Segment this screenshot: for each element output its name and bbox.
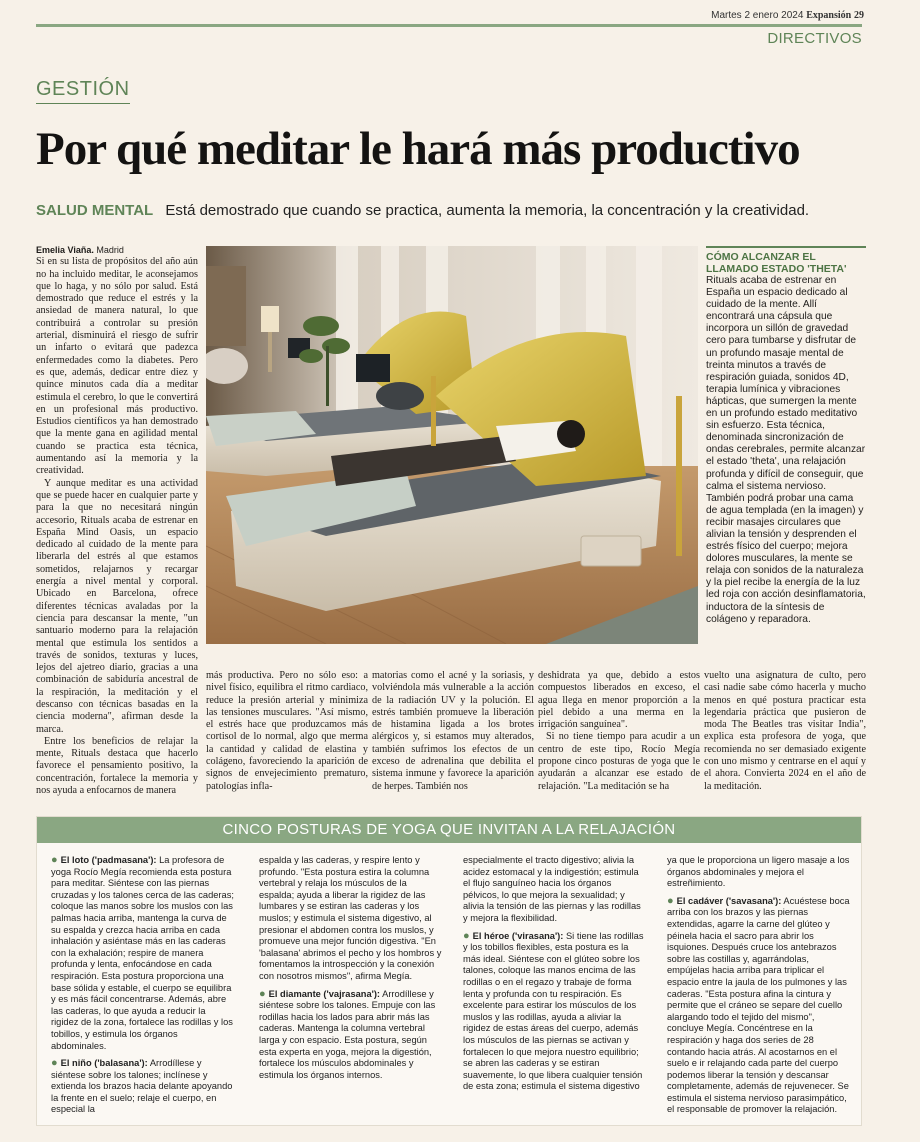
page-header-date	[711, 10, 864, 21]
posture-text-continued: espalda y las caderas, y respire lento y profundo. "Esta postura estira la columna vertebral y relaja los músculos de la espalda; ayuda a liberar la rigidez de las lumbares y se estiran las caderas y los muslos; y estimula el sistema digestivo, al presionar el abdomen contra los muslos, y promueve una mejor función digestiva. "En 'balasana' abrimos el pecho y los hombros y fomentamos la introspección y la conexión con nosotros mismos", afirma Megía.	[259, 855, 442, 981]
posture-text: La profesora de yoga Rocío Megía recomienda esta postura para meditar. Siéntese con las piernas cruzadas y los talones cerca de las caderas; coloque las manos sobre los muslos con las palmas hacia arriba, mantenga la curva de su espalda y crezca hacia arriba en cada inhalación y asiéntase más en las caderas con la exhalación; respire de manera profunda y lenta, enfocándose en cada respiración. Esta postura proporciona una base sólida y estable, el cuerpo se equilibra y es más fácil concentrarse. Además, abre las caderas, lo que ayuda a reducir la rigidez de la zona, fortalece las rodillas y los tobillos, y estimula los órganos abdominales.	[51, 855, 234, 1051]
subhead-tag: SALUD MENTAL	[36, 202, 154, 219]
posture-loto	[51, 855, 235, 1052]
posture-name: El diamante ('vajrasana'):	[268, 988, 381, 999]
article-column-4	[538, 670, 700, 810]
section-label: DIRECTIVOS	[767, 30, 862, 47]
article-paragraph: más productiva. Pero no sólo eso: a nivel físico, equilibra el ritmo cardiaco, reduce la presión arterial y minimiza las tensiones musculares. "Así mismo, el estrés hace que produzcamos más cortisol de lo normal, algo que merma la cantidad y calidad de elastina y colágeno, favoreciendo la aparición de signos de envejecimiento prematuro, patologías infla-	[206, 670, 368, 792]
article-paragraph: vuelto una asignatura de culto, pero casi nadie sabe cómo hacerla y mucho menos en qué postura practicar esta legendaria práctica que pusieron de moda The Beatles tras visitar India", explica esta profesora de yoga, que recomienda no ser demasiado exigente con uno mismo y centrarse en el aquí y el ahora. Convierta 2024 en el año de la meditación.	[704, 670, 866, 792]
article-paragraph: Y aunque meditar es una actividad que se puede hacer en cualquier parte y para la que no necesitará ningún accesorio, Rituals acaba de estrenar en España Mind Oasis, un espacio dedicado al cuidado de la mente para liberarla del estrés al que estamos sometidos, relajarnos y recargar energía a nivel mental y corporal. Ubicado en Barcelona, ofrece diferentes técnicas avaladas por la ciencia para descansar la mente, "un santuario moderno para la relajación mental que estimula los sentidos a través de sonidos, texturas y luces, lejos del ajetreo diario, gracias a una combinación de sabiduría ancestral de la respiración, la meditación y el descanso con técnicas basadas en la ciencia moderna", afirman desde la marca.	[36, 477, 198, 735]
byline	[36, 244, 198, 256]
paper-name: Expansión	[806, 10, 852, 21]
theta-sidebar	[706, 246, 866, 656]
posture-nino	[51, 1058, 235, 1116]
bullet-icon: ●	[463, 929, 470, 942]
page-number: 29	[854, 10, 864, 21]
yoga-postures-box	[36, 816, 862, 1126]
article-paragraph: Entre los beneficios de relajar la mente, Rituals destaca que hacerlo favorece el pensamiento positivo, la concentración, fortalece la memoria y nos ayuda a enfocarnos de manera	[36, 735, 198, 797]
bullet-icon: ●	[259, 987, 266, 1000]
byline-name: Emelia Viaña.	[36, 245, 94, 255]
posture-text-continued: especialmente el tracto digestivo; alivia la acidez estomacal y la indigestión; estimula el flujo sanguíneo hacia los órganos pélvicos, lo que mejora la sexualidad; y alivia la tensión de las piernas y las rodillas y mejora la flexibilidad.	[463, 855, 641, 923]
yoga-column-3	[463, 855, 647, 1121]
article-paragraph: Si no tiene tiempo para acudir a un centro de este tipo, Rocío Megía propone cinco posturas de yoga que le ayudarán a alcanzar ese estado de relajación. "La meditación se ha	[538, 731, 700, 792]
sidebar-title: CÓMO ALCANZAR EL LLAMADO ESTADO 'THETA'	[706, 246, 866, 275]
article-kicker: GESTIÓN	[36, 78, 130, 104]
posture-heroe	[463, 931, 647, 1093]
article-subhead	[36, 202, 886, 219]
issue-date: Martes 2 enero 2024	[711, 10, 804, 21]
sidebar-text: Rituals acaba de estrenar en España un espacio dedicado al cuidado de la mente. Allí encontrará una cápsula que incorpora un sillón de gravedad cero para tumbarse y disfrutar de un profundo masaje mental de treinta minutos a través de respiración guiada, sonidos 4D, terapia lumínica y vibraciones hápticas, que sumergen la mente en un profundo estado meditativo sin esfuerzo. Esta técnica, denominada sincronización de ondas cerebrales, permite alcanzar el estado 'theta', una relajación profunda y difícil de conseguir, que calma el sistema nervioso. También podrá probar una cama de agua templada (en la imagen) y recibir masajes circulares que alivian la tensión y desprenden el estrés físico del cuerpo; mejora dolores musculares, la mente se relaja con sonidos de la naturaleza y la piel recibe la energía de la luz led roja con acción desinflamatoria, inductora de la síntesis de colágeno y reparadora.	[706, 275, 866, 625]
article-paragraph: Si en su lista de propósitos del año aún no ha incluido meditar, le aconsejamos que lo haga, y no sólo por salud. Está demostrado que reduce el estrés y la ansiedad de manera natural, lo que contribuirá a controlar su presión arterial, disminuirá el riesgo de sufrir un infarto o evitará que padezca enfermedades como la diabetes. Pero es que, además, dedicar entre diez y quince minutos cada día a meditar estimula el cerebro, lo que le convertirá en un profesional más productivo. Estudios científicos ya han demostrado que la mente gana en agilidad mental cuando se practica esta técnica, aumentando así la memoria y la creatividad.	[36, 256, 198, 477]
article-column-5	[704, 670, 866, 810]
subhead-text: Está demostrado que cuando se practica, aumenta la memoria, la concentración y la creatividad.	[165, 202, 810, 219]
article-column-1	[36, 244, 198, 814]
posture-text: Arrodíllese y siéntese sobre los talones; inclínese y extienda los brazos hacia delante apoyando la frente en el suelo; relaje el cuerpo, en especial la	[51, 1058, 233, 1115]
posture-name: El héroe ('virasana'):	[472, 930, 564, 941]
top-rule	[36, 24, 862, 27]
article-column-3	[372, 670, 534, 810]
bullet-icon: ●	[51, 1057, 58, 1070]
posture-name: El niño ('balasana'):	[60, 1058, 148, 1069]
yoga-column-2	[259, 855, 443, 1121]
posture-name: El loto ('padmasana'):	[60, 855, 157, 865]
yoga-box-title: CINCO POSTURAS DE YOGA QUE INVITAN A LA RELAJACIÓN	[37, 817, 861, 843]
article-column-2	[206, 670, 368, 810]
posture-text: Acuéstese boca arriba con los brazos y las piernas extendidas, agarre la carne del glúteo y péinela hacia el sacro para abrir los isquiones. Después cruce los antebrazos sobre las costillas y, agarrándolas, empújelas hacia arriba para triplicar el espacio entre la jaula de los pulmones y las caderas. "Esta postura afina la cintura y permite que el cráneo se separe del cuello alargando todo el tejido del mismo", concluye Megía. Concéntrese en la respiración y haga dos series de 28 contando hacia atrás. Al acostarnos en el suelo e ir relajando cada parte del cuerpo podemos liberar la tensión y descansar completamente, además de rejuvenecer. Se estimula el sistema nervioso parasimpático, el responsable de promover la relajación.	[667, 895, 850, 1115]
posture-name: El cadáver ('savasana'):	[676, 895, 782, 906]
article-paragraph: deshidrata ya que, debido a estos compuestos liberados en exceso, el agua llega en menor proporción a la piel debido a una merma en la irrigación sanguínea".	[538, 670, 700, 731]
yoga-column-4	[667, 855, 851, 1121]
posture-text: Si tiene las rodillas y los tobillos flexibles, esta postura es la más ideal. Siéntese con el glúteo sobre los talones, coloque las manos encima de las rodillas o en el regazo y trabaje de forma lenta y profunda con tu respiración. Es excelente para estirar los músculos de los muslos y las rodillas, ayuda a aliviar la rigidez de estas áreas del cuerpo, además los músculos de las piernas se activan y fortalecen lo que mejora nuestro equilibrio; se abren las caderas y se estiran suavemente, lo que libera cualquier tensión de esta zona; estimula el sistema digestivo	[463, 930, 644, 1092]
bullet-icon: ●	[51, 855, 58, 866]
yoga-column-1	[51, 855, 235, 1121]
posture-cadaver	[667, 896, 851, 1116]
meditation-capsule-photo	[206, 246, 698, 644]
article-title: Por qué meditar le hará más productivo	[36, 123, 800, 175]
byline-place: Madrid	[96, 245, 124, 255]
article-paragraph: matorias como el acné y la soriasis, y volviéndola más vulnerable a la acción de la radiación UV y la polución. El estrés también promueve la liberación de histamina ligada a los brotes alérgicos y, si estamos muy alterados, también sufrimos los efectos de un exceso de adrenalina que debilita el sistema inmune y favorece la aparición de herpes. También nos	[372, 670, 534, 792]
posture-text: Arrodíllese y siéntese sobre los talones. Empuje con las rodillas hacia los lados para abrir más las caderas. Mantenga la columna vertebral larga y con espacio. Esta postura, según esta experta en yoga, mejora la digestión, fortalece los músculos abdominales y estimula los órganos internos.	[259, 988, 436, 1080]
posture-diamante	[259, 989, 443, 1082]
bullet-icon: ●	[667, 894, 674, 907]
posture-text-continued: ya que le proporciona un ligero masaje a los órganos abdominales y mejora el estreñimiento.	[667, 855, 850, 889]
